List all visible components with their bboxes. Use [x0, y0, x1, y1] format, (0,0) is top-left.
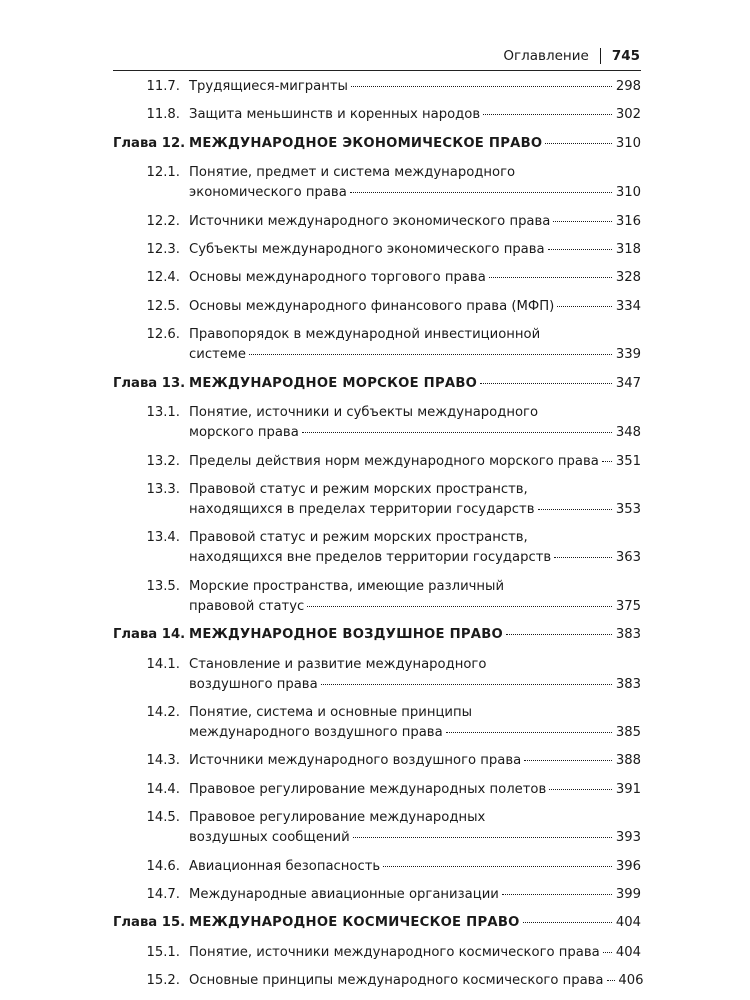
toc-line — [113, 751, 641, 771]
toc-page-number: 302 — [615, 107, 641, 123]
dot-leader — [483, 113, 612, 115]
section-number: 14.2. — [146, 704, 180, 720]
toc-entry — [113, 163, 641, 203]
dot-leader — [307, 605, 612, 607]
section-title: Становление и развитие международного — [189, 656, 487, 672]
toc-page-number: 318 — [615, 242, 641, 258]
section-title: Оглавление — [503, 48, 589, 64]
dot-leader — [506, 633, 612, 635]
toc-entry — [113, 808, 641, 848]
toc-page-number: 328 — [615, 270, 641, 286]
toc-entry — [113, 703, 641, 743]
dot-leader — [607, 979, 615, 981]
toc-chapter — [113, 374, 641, 394]
dot-leader — [446, 731, 612, 733]
toc-line — [113, 528, 641, 548]
toc-line — [113, 374, 641, 394]
toc-page-number: 347 — [615, 375, 641, 391]
chapter-title: МЕЖДУНАРОДНОЕ ВОЗДУШНОЕ ПРАВО — [189, 627, 504, 643]
toc-line — [113, 723, 641, 743]
toc-line — [113, 297, 641, 317]
toc-line — [113, 480, 641, 500]
toc-entry — [113, 325, 641, 365]
toc-entry — [113, 971, 644, 991]
toc-line — [113, 828, 641, 848]
toc-entry — [113, 403, 641, 443]
section-title: морского права — [189, 425, 299, 441]
toc-line — [113, 105, 641, 125]
toc-entry — [113, 77, 641, 97]
toc-line — [113, 597, 641, 617]
toc-page-number: 399 — [615, 886, 641, 902]
toc-page-number: 404 — [615, 944, 641, 960]
section-number: 13.3. — [146, 481, 180, 497]
dot-leader — [489, 276, 612, 278]
dot-leader — [557, 305, 612, 307]
section-title: экономического права — [189, 185, 347, 201]
toc-entry — [113, 577, 641, 617]
section-title: Понятие, система и основные принципы — [189, 704, 473, 720]
toc-line — [113, 913, 641, 933]
dot-leader — [524, 759, 612, 761]
toc-page-number: 298 — [615, 79, 641, 94]
toc-line — [113, 703, 641, 723]
dot-leader — [351, 85, 612, 87]
section-title: находящихся вне пределов территории государств — [189, 550, 552, 566]
toc-chapter — [113, 913, 641, 933]
toc-line — [113, 625, 641, 645]
toc-entry — [113, 480, 641, 520]
toc-line — [113, 675, 641, 695]
section-number: 15.1. — [146, 944, 180, 960]
section-number: 13.4. — [146, 530, 180, 546]
toc-line — [113, 452, 641, 472]
dot-leader — [548, 248, 612, 250]
page-number: 745 — [611, 48, 640, 64]
section-number: 14.7. — [146, 886, 180, 902]
section-number: 15.2. — [146, 973, 180, 989]
toc-entry — [113, 655, 641, 695]
toc-page-number: 310 — [615, 185, 641, 201]
toc-line — [113, 77, 641, 97]
toc-line — [113, 943, 641, 963]
toc-page-number: 391 — [615, 781, 641, 797]
section-number: 14.4. — [146, 781, 180, 797]
chapter-title: МЕЖДУНАРОДНОЕ МОРСКОЕ ПРАВО — [189, 375, 478, 391]
toc-line — [113, 655, 641, 675]
toc-entry — [113, 885, 641, 905]
toc-page-number: 393 — [615, 830, 641, 846]
dot-leader — [545, 142, 612, 144]
section-title: Правовое регулирование международных полетов — [189, 781, 547, 797]
section-title: Субъекты международного экономического права — [189, 242, 545, 258]
dot-leader — [602, 460, 612, 462]
section-title: международного воздушного права — [189, 724, 443, 740]
toc-line — [113, 971, 644, 991]
toc-line — [113, 423, 641, 443]
toc-page-number: 388 — [615, 753, 641, 769]
toc-line — [113, 163, 641, 183]
chapter-number: Глава 12. — [113, 135, 186, 151]
section-title: Основы международного торгового права — [189, 270, 486, 286]
toc-line — [113, 857, 641, 877]
chapter-number: Глава 15. — [113, 915, 186, 931]
toc-chapter — [113, 625, 641, 645]
section-title: системе — [189, 347, 246, 363]
toc-line — [113, 212, 641, 232]
toc-line — [113, 325, 641, 345]
section-number: 14.5. — [146, 810, 180, 826]
toc-line — [113, 268, 641, 288]
toc-line — [113, 240, 641, 260]
section-title: Трудящиеся-мигранты — [189, 79, 348, 94]
dot-leader — [383, 865, 612, 867]
section-title: Понятие, источники международного космического права — [189, 944, 600, 960]
section-title: Источники международного экономического права — [189, 213, 551, 229]
section-number: 11.8. — [146, 107, 180, 123]
dot-leader — [538, 508, 613, 510]
toc-line — [113, 500, 641, 520]
section-number: 13.1. — [146, 405, 180, 421]
toc-entry — [113, 297, 641, 317]
section-title: воздушных сообщений — [189, 830, 350, 846]
toc-entry — [113, 268, 641, 288]
section-number: 14.6. — [146, 858, 180, 874]
toc-line — [113, 780, 641, 800]
section-title: воздушного права — [189, 676, 318, 692]
toc-line — [113, 134, 641, 154]
chapter-title: МЕЖДУНАРОДНОЕ КОСМИЧЕСКОЕ ПРАВО — [189, 915, 520, 931]
toc-line — [113, 183, 641, 203]
section-number: 13.2. — [146, 453, 180, 469]
table-of-contents — [113, 77, 644, 1000]
chapter-number: Глава 13. — [113, 375, 186, 391]
toc-page-number: 396 — [615, 858, 641, 874]
section-number: 12.3. — [146, 242, 180, 258]
section-number: 13.5. — [146, 578, 180, 594]
dot-leader — [502, 893, 612, 895]
toc-page-number: 316 — [615, 213, 641, 229]
section-title: Пределы действия норм международного морского права — [189, 453, 599, 469]
toc-page-number: 363 — [615, 550, 641, 566]
toc-page-number: 383 — [615, 676, 641, 692]
toc-page-number: 310 — [615, 135, 641, 151]
toc-page-number: 385 — [615, 724, 641, 740]
section-number: 11.7. — [146, 79, 180, 94]
section-title: Основные принципы международного космического права — [189, 973, 604, 989]
section-title: Защита меньшинств и коренных народов — [189, 107, 481, 123]
dot-leader — [353, 836, 612, 838]
section-title: Авиационная безопасность — [189, 858, 381, 874]
toc-entry — [113, 452, 641, 472]
toc-chapter — [113, 134, 641, 154]
dot-leader — [603, 951, 612, 953]
dot-leader — [554, 556, 612, 558]
toc-entry — [113, 212, 641, 232]
toc-page-number: 383 — [615, 627, 641, 643]
toc-entry — [113, 943, 641, 963]
toc-entry — [113, 105, 641, 125]
toc-entry — [113, 751, 641, 771]
chapter-number: Глава 14. — [113, 627, 186, 643]
toc-page-number: 375 — [615, 598, 641, 614]
dot-leader — [350, 191, 612, 193]
toc-line — [113, 885, 641, 905]
chapter-title: МЕЖДУНАРОДНОЕ ЭКОНОМИЧЕСКОЕ ПРАВО — [189, 135, 543, 151]
section-title: Понятие, предмет и система международного — [189, 165, 516, 181]
toc-line — [113, 577, 641, 597]
section-title: правовой статус — [189, 598, 305, 614]
toc-page-number: 348 — [615, 425, 641, 441]
section-title: Морские пространства, имеющие различный — [189, 578, 505, 594]
running-head — [503, 48, 640, 64]
section-title: Международные авиационные организации — [189, 886, 499, 902]
section-title: Основы международного финансового права (МФП) — [189, 298, 555, 314]
section-number: 12.5. — [146, 298, 180, 314]
toc-line — [113, 808, 641, 828]
section-title: Правовое регулирование международных — [189, 810, 486, 826]
section-title: Правопорядок в международной инвестиционной — [189, 327, 541, 343]
toc-page-number: 334 — [615, 298, 641, 314]
section-number: 12.6. — [146, 327, 180, 343]
section-number: 14.1. — [146, 656, 180, 672]
section-title: Правовой статус и режим морских пространств, — [189, 530, 528, 546]
toc-entry — [113, 240, 641, 260]
toc-line — [113, 548, 641, 568]
section-number: 12.4. — [146, 270, 180, 286]
toc-entry — [113, 780, 641, 800]
dot-leader — [553, 220, 612, 222]
toc-page-number: 351 — [615, 453, 641, 469]
toc-page-number: 353 — [615, 501, 641, 517]
header-rule — [113, 70, 641, 71]
toc-entry — [113, 857, 641, 877]
toc-page-number: 406 — [618, 973, 644, 989]
section-title: Понятие, источники и субъекты международного — [189, 405, 539, 421]
section-title: находящихся в пределах территории государств — [189, 501, 535, 517]
dot-leader — [249, 353, 612, 355]
toc-page-number: 404 — [615, 915, 641, 931]
dot-leader — [549, 788, 612, 790]
toc-page-number: 339 — [615, 347, 641, 363]
section-number: 14.3. — [146, 753, 180, 769]
dot-leader — [523, 921, 612, 923]
header-separator — [600, 48, 601, 64]
toc-line — [113, 403, 641, 423]
section-number: 12.2. — [146, 213, 180, 229]
toc-entry — [113, 528, 641, 568]
toc-line — [113, 345, 641, 365]
section-title: Правовой статус и режим морских пространств, — [189, 481, 528, 497]
section-number: 12.1. — [146, 165, 180, 181]
dot-leader — [321, 683, 612, 685]
dot-leader — [302, 431, 612, 433]
dot-leader — [480, 382, 612, 384]
section-title: Источники международного воздушного права — [189, 753, 522, 769]
